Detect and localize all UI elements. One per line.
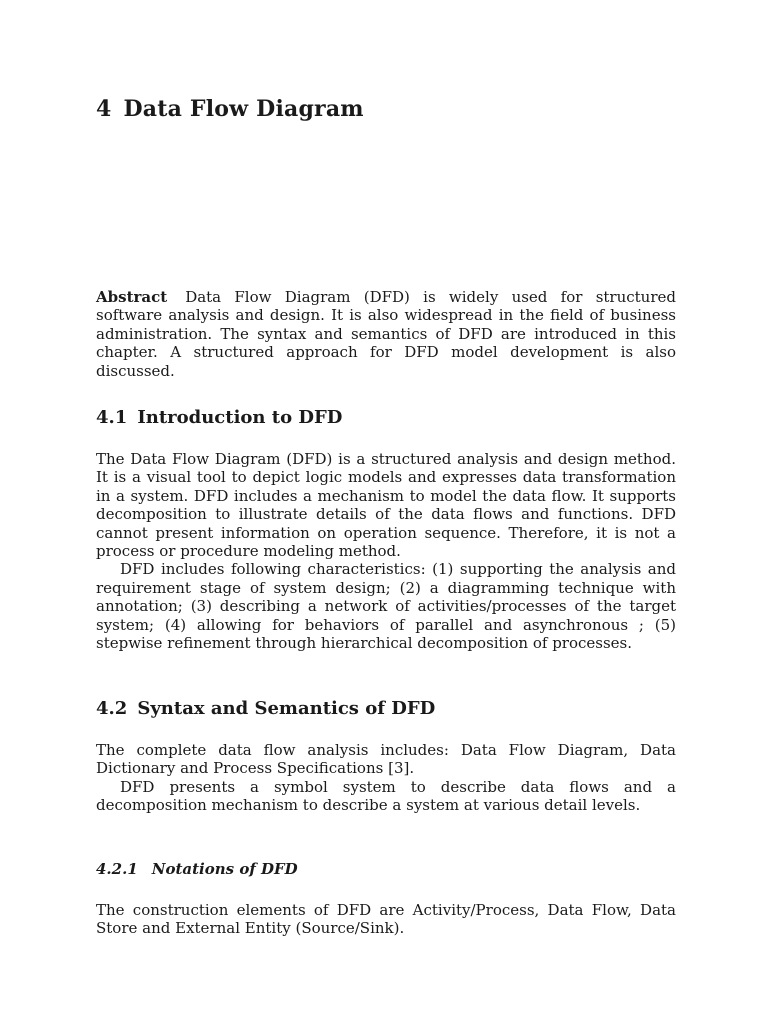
subsection-title-text: Notations of DFD	[151, 860, 298, 878]
abstract-text: Data Flow Diagram (DFD) is widely used for structured software analysis and design. It is also widespread in the field of business administration. The syntax and semantics of DFD are introduced in this chapter. A structured approach for DFD model development is also discussed.	[96, 288, 676, 380]
section-title-text: Introduction to DFD	[137, 407, 343, 428]
chapter-title	[96, 96, 364, 122]
section-title-text: Syntax and Semantics of DFD	[137, 698, 436, 719]
chapter-title-text: Data Flow Diagram	[123, 96, 364, 122]
section-body-syntax-semantics	[96, 741, 676, 815]
paragraph: DFD includes following characteristics: (1) supporting the analysis and requirement stage of system design; (2) a diagramming technique with annotation; (3) describing a network of activities/processes of the target system; (4) allowing for behaviors of parallel and asynchronous ; (5) stepwise refinement through hierarchical decomposition of processes.	[96, 560, 676, 653]
abstract-label: Abstract	[96, 288, 168, 306]
subsection-number: 4.2.1	[96, 860, 138, 878]
subsection-title-notations	[96, 860, 298, 878]
paragraph: DFD presents a symbol system to describe data flows and a decomposition mechanism to describe a system at various detail levels.	[96, 777, 676, 815]
section-number: 4.1	[96, 407, 128, 428]
abstract	[96, 288, 676, 380]
chapter-number: 4	[96, 96, 112, 122]
section-body-introduction	[96, 450, 676, 652]
section-title-syntax-semantics	[96, 698, 435, 719]
paragraph: The construction elements of DFD are Activity/Process, Data Flow, Data Store and External Entity (Source/Sink).	[96, 901, 676, 938]
paragraph: The Data Flow Diagram (DFD) is a structured analysis and design method. It is a visual tool to depict logic models and expresses data transformation in a system. DFD includes a mechanism to model the data flow. It supports decomposition to illustrate details of the data flows and functions. DFD cannot present information on operation sequence. Therefore, it is not a process or procedure modeling method.	[96, 450, 676, 561]
section-number: 4.2	[96, 698, 128, 719]
paragraph: The complete data flow analysis includes: Data Flow Diagram, Data Dictionary and Process Specifications [3].	[96, 741, 676, 778]
section-title-introduction	[96, 407, 342, 428]
subsection-body-notations	[96, 901, 676, 938]
